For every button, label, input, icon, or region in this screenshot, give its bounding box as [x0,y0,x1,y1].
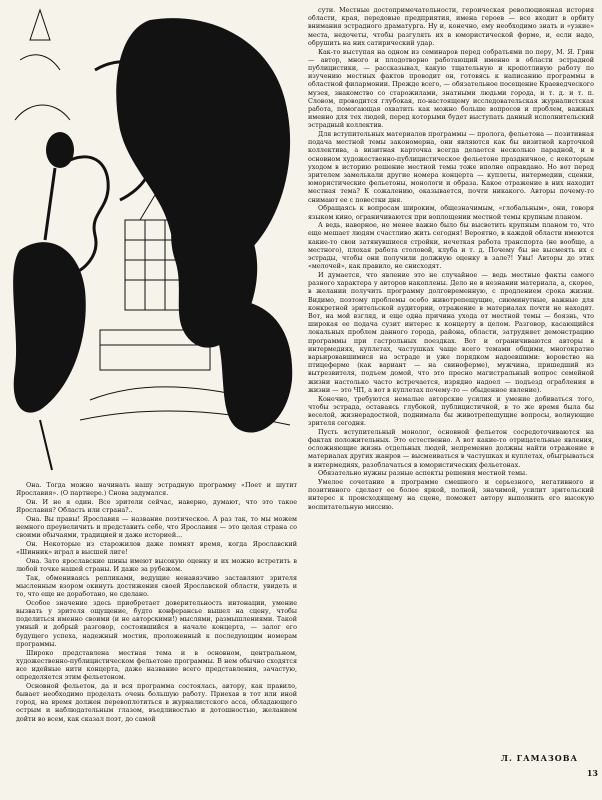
paragraph: Она. Вы правы! Ярославия — название поэтическое. А раз так, то мы можем немного преувеличить и представить себе, что Ярославия — это целая страна со своими обычаями, традицией и даже историей... [16,514,297,540]
paragraph: Пусть вступительный монолог, основной фельетон сосредоточиваются на фактах положительных. Это естественно. А вот какие-то отрицательные явления, осложняющие жизнь отдельных людей, непременно должны найти отражение в материалах других жанров — высмеиваться в частушках и куплетах, обыгрываться в интермедиях, разоблачаться в юмористических фельетонах. [308,427,594,469]
paragraph: Она. Тогда можно начинать нашу эстрадную программу «Поет и шутит Ярославия». (О партнере.) Снова задумался. [16,481,297,498]
paragraph: Особое значение здесь приобретает доверительность интонации, умение вызвать у зрителя ощущение, будто конферансье вышел на сцену, чтобы поделиться именно своими (и не авторскими!) мыслями, размышлениями. Такой умный и добрый разговор, состоявшийся в начале концерта, — залог его будущего успеха, надежный мостик, проложенный к последующим номерам программы. [16,598,297,648]
paragraph: Основной фельетон, да и вся программа состоялась, автору, как правило, бывает необходимо проделать очень большую работу. Приехав в тот или иной город, на время должен перевоплотиться в журналистского асса, обладающего острым и наблюдательным глазом, въедливостью и дотошностью, желанием дойти во всем, как сказал поэт, до самой [16,681,297,723]
paragraph: Она. Зато ярославские шины имеют высокую оценку и их можно встретить в любой точке нашей страны. И даже за рубежом. [16,556,297,574]
paragraph: А ведь, наверное, не менее важно было бы высветить крупным планом то, что еще мешает людям счастливо жить сегодня! Вероятно, в каждой области имеются какие-то свои затянувшиеся стройки, нечеткая работа транспорта (не вообще, а местного), плохая работа столовой, клуба и т. д. Почему бы не высмеять их с эстрады, чтобы они получили должную оценку в зале?! Увы! Авторы до этих «мелочей», как правило, не снисходят. [308,221,594,271]
page-number: 13 [586,768,598,778]
paragraph: И думается, что явление это не случайное — ведь местные факты самого разного характера у авторов накоплены. Дело не в незнании материала, а, скорее, в желании получить программу долговременную, с продлением срока жизни. Видимо, поэтому проблемы особо животрепещущие, сиюминутные, важные для конкретной зрительской аудитории, отражение в материалах почти не находят. Вот, на мой взгляд, и еще одна причина ухода от местной темы — боязнь, что широкая ее подача сузит интерес к концерту в целом. Разговор, касающийся локальных проблем данного города, района, области, затрудняет демонстрацию программы при гастрольных поездках. Вот и ограничиваются авторы в интермедиях, куплетах, частушках чаще всего темами общими, многократно варьировавшимися на эстраде и уже порядком надоевшими: воровство на птицеферме (как вариант — на свиноферме), мужчина, пришедший из вытрезвителя, подъем домой, что это пресно магистральный вопрос семейной жизни настолько часто встречается, изрядно надоел — подъезд ограбления в жизни — это ЧП, а вот в куплетах почему-то — обыденное явление). [308,271,594,394]
paragraph: Умелое сочетание в программе смешного и серьезного, негативного и позитивного сделает ее более яркой, полной, значимой, усилит зрительский интерес к происходящему на сцене, поможет автору выполнить его высокую воспитательную миссию. [308,478,594,511]
paragraph: Для вступительных материалов программы — пролога, фельетона — позитивная подача местной темы закономерна, они являются как бы визитной карточкой коллектива, а визитная карточка всегда делается несколько парадной, и в основном художественно-публицистическое фельетоне праздничное, с некоторым уходом в историю решение местной темы тоже вполне оправдано. Но вот перед зрителем замелькали другие номера концерта — куплеты, интермедии, сценки, юмористические фельетоны, монологи и образа. Какое отражение в них находит местная тема? К сожалению, оказывается, почти никакого. Авторы почему-то снимают ее с повестки дня. [308,130,594,204]
author-signature: Л. ГАМАЗОВА [500,753,578,763]
paragraph: сути. Местные достопримечательности, героическая революционная история области, края, передовые предприятия, имена героев — все входит в орбиту внимания эстрадного драматурга. Ну и, конечно, ему необходимо знать и «узкие» места, недочеты, чтобы разгулять их в юмористической форме, и, если надо, обрушить на них сатирический удар. [308,6,594,47]
paragraph: Широко представлена местная тема и в основном, центральном, художественно-публицистическом фельетоне программы. В нем обычно сходятся все идейные нити концерта, даже название всего представления, зачастую, определяется этим фельетоном. [16,648,297,682]
paragraph: Он. Некоторые из старожилов даже помнят время, когда Ярославский «Шинник» играл в высшей лиге! [16,539,297,557]
paragraph: Обязательно нужны разные аспекты решения местной темы. [318,469,528,478]
paragraph: Конечно, требуются немалые авторские усилия и умение добиваться того, чтобы эстрада, оставаясь глубокой, публицистичной, в то же время была бы веселой, жизнерадостной, поднимала бы животрепещущие вопросы, волнующие зрителя сегодня. [308,394,594,428]
paragraph: Так, обмениваясь репликами, ведущие ненавязчиво заставляют зрителя мысленным взором окинуть достижения своей Ярославской области, увидеть и то, что еще не доработано, не сделано. [16,573,297,599]
text-column-left [16,481,297,793]
ink-drawing-illustration [0,0,300,480]
text-column-right [308,6,594,754]
paragraph: Обращаясь к вопросам широким, общезначимым, «глобальным», они, говоря языком кино, ограничиваются при воплощении местной темы крупным планом. [308,204,594,221]
paragraph: Как-то выступая на одном из семинаров перед собратьями по перу, М. Я. Грин — автор, много и плодотворно работающий именно в области эстрадной публицистики, — рассказывал, какую тщательную и кропотливую работу по изучению местных фактов проводит он, готовясь к написанию программы в областной филармонии. Прежде всего, — обязательное посещение Краеведческого музея, знакомство со старожилами, знатными людьми города, и т. д. и т. п. Словом, проводится глубокая, по-настоящему исследовательская журналистская работа, помогающая охватить как можно больше вопросов и проблем, важных именно для тех людей, перед которыми будет выступать данный исполнительский эстрадный коллектив. [308,47,594,130]
paragraph: Он. И не я один. Все зрители сейчас, наверно, думают, что это такое Ярославия? Область или страна?.. [16,497,297,515]
